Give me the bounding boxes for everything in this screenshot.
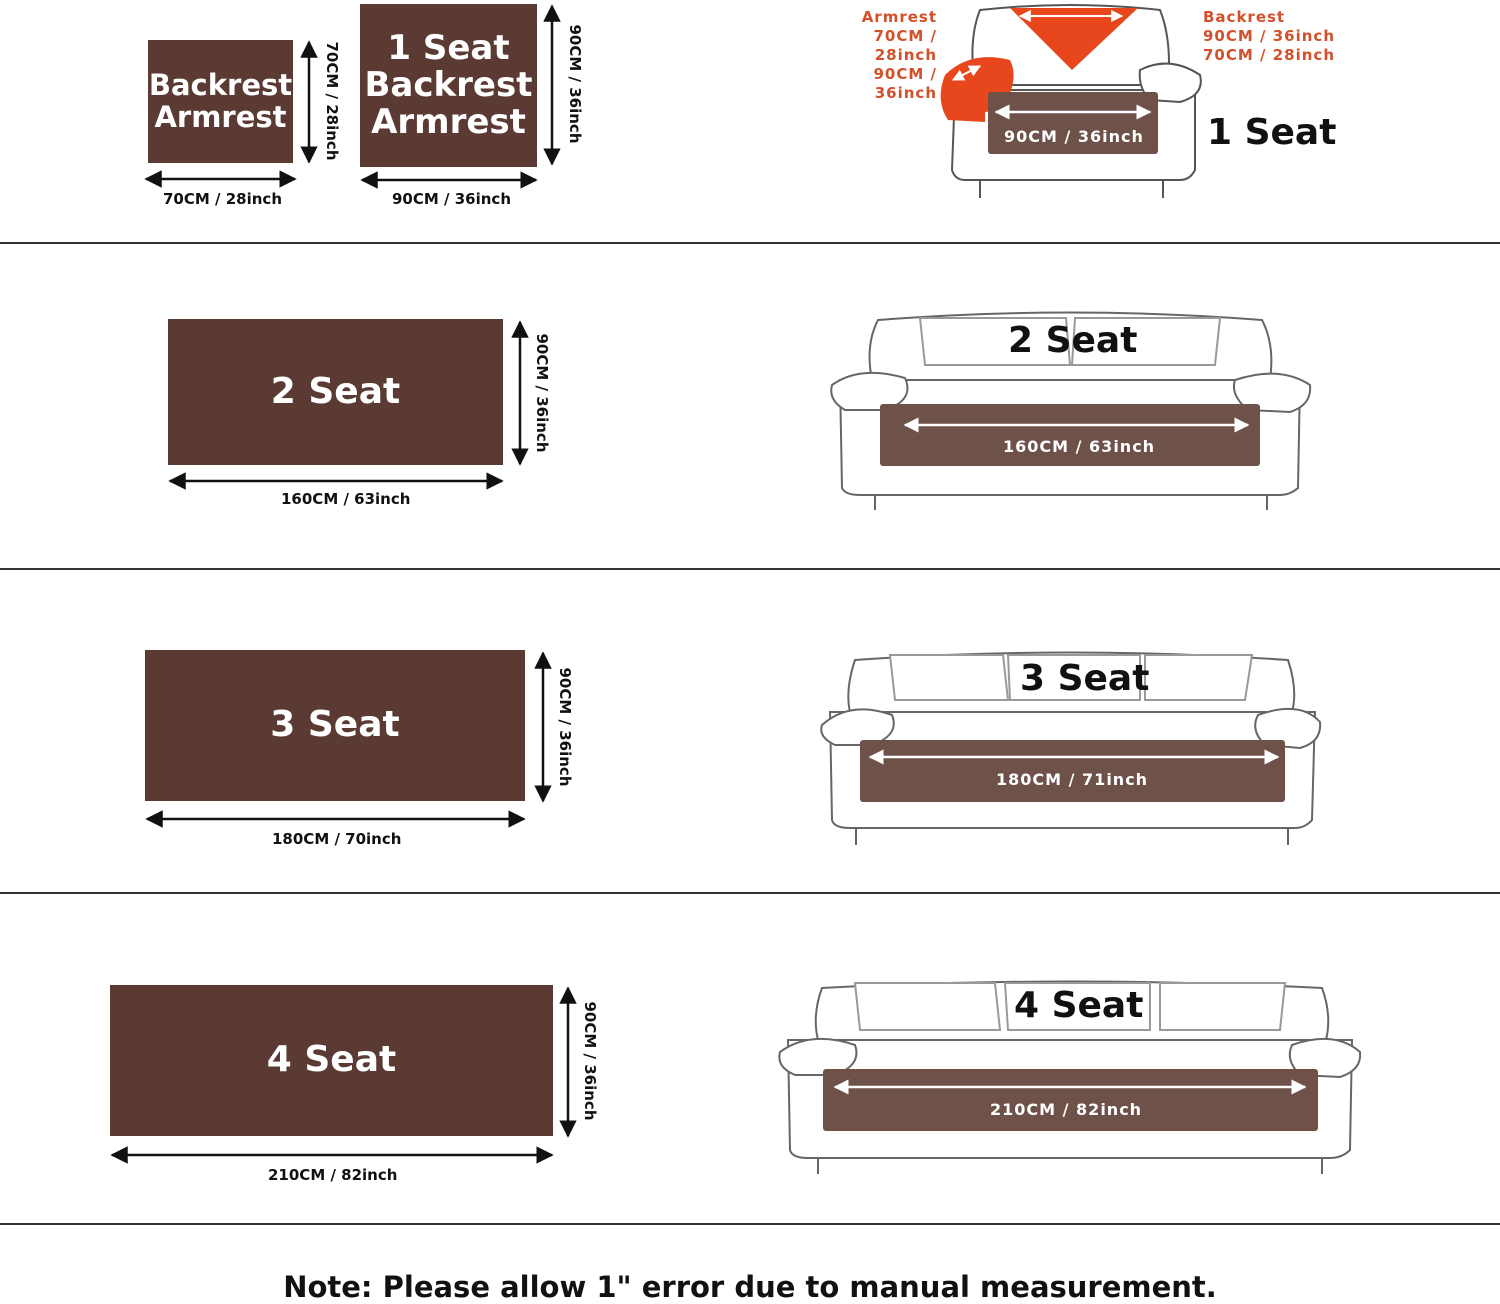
three-seat-height-label: 90CM / 36inch — [556, 667, 574, 787]
panel-line-backrest: Backrest — [148, 68, 293, 103]
three-seat-width-label: 180CM / 70inch — [272, 830, 402, 848]
large-panel-height-label: 90CM / 36inch — [566, 24, 584, 144]
armchair-seat-label: 90CM / 36inch — [1004, 127, 1144, 146]
three-seat-panel-label: 3 Seat — [270, 704, 400, 746]
armchair-title: 1 Seat — [1207, 112, 1337, 153]
backrest-dimension-2: 70CM / 28inch — [1203, 46, 1335, 64]
divider-2 — [0, 568, 1500, 570]
four-seat-sofa-title: 4 Seat — [1014, 985, 1144, 1026]
two-seat-sofa-title: 2 Seat — [1008, 320, 1138, 361]
four-seat-width-label: 210CM / 82inch — [268, 1166, 398, 1184]
small-panel-width-label: 70CM / 28inch — [163, 190, 282, 208]
backrest-dimensions — [1203, 8, 1335, 65]
three-seat-sofa-seat-label: 180CM / 71inch — [996, 770, 1149, 789]
small-panel-height-label: 70CM / 28inch — [323, 41, 341, 161]
large-panel-width-label: 90CM / 36inch — [392, 190, 511, 208]
divider-3 — [0, 892, 1500, 894]
two-seat-height-label: 90CM / 36inch — [533, 333, 551, 453]
armrest-dimension-1: 70CM / 28inch — [873, 27, 937, 64]
armrest-dimensions — [822, 8, 937, 103]
panel-line-1-seat: 1 Seat — [387, 28, 510, 69]
armrest-heading: Armrest — [861, 8, 937, 26]
measurement-note: Note: Please allow 1" error due to manual measurement. — [283, 1270, 1217, 1304]
one-seat-backrest-armrest-panel — [360, 4, 537, 167]
four-seat-panel — [110, 985, 553, 1136]
panel-line-backrest: Backrest — [364, 65, 533, 106]
two-seat-panel-label: 2 Seat — [270, 370, 401, 412]
four-seat-height-label: 90CM / 36inch — [581, 1001, 599, 1121]
three-seat-sofa-title: 3 Seat — [1020, 658, 1150, 699]
divider-1 — [0, 242, 1500, 244]
backrest-armrest-panel — [148, 40, 293, 163]
two-seat-panel — [168, 319, 503, 465]
three-seat-panel — [145, 650, 525, 801]
four-seat-panel-label: 4 Seat — [266, 1039, 397, 1081]
divider-4 — [0, 1223, 1500, 1225]
two-seat-width-label: 160CM / 63inch — [281, 490, 411, 508]
panel-line-armrest: Armrest — [154, 99, 287, 134]
backrest-heading: Backrest — [1203, 8, 1286, 26]
armrest-dimension-2: 90CM / 36inch — [873, 65, 937, 102]
four-seat-sofa-illustration — [0, 0, 1, 1]
four-seat-sofa-seat-label: 210CM / 82inch — [990, 1100, 1143, 1119]
backrest-dimension-1: 90CM / 36inch — [1203, 27, 1335, 45]
two-seat-sofa-seat-label: 160CM / 63inch — [1003, 437, 1156, 456]
panel-line-armrest: Armrest — [371, 101, 526, 142]
